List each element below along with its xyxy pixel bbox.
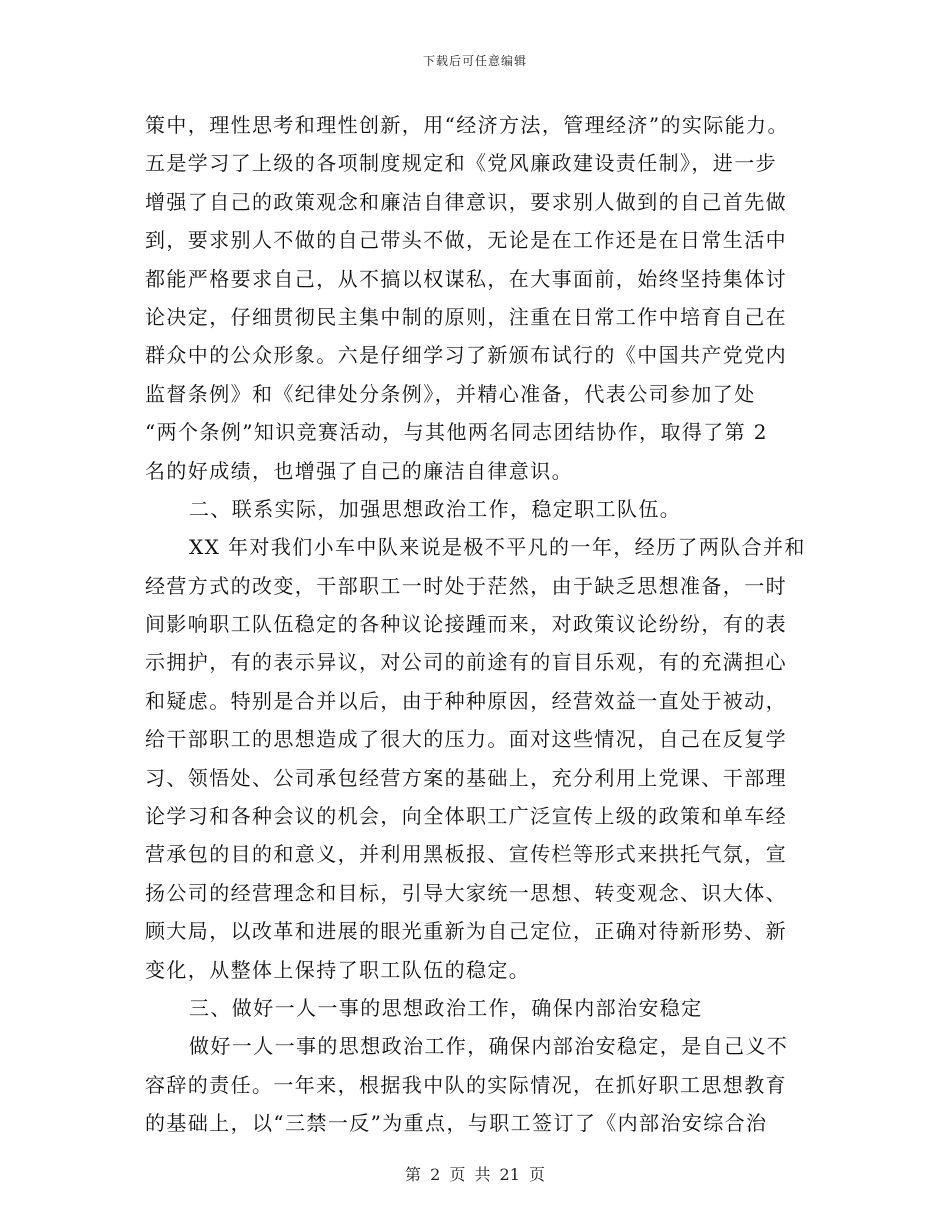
section-heading: 三、做好一人一事的思想政治工作，确保内部治安稳定	[189, 995, 703, 1020]
body-line: 间影响职工队伍稳定的各种议论接踵而来，对政策议论纷纷，有的表	[145, 612, 787, 637]
body-line: 和疑虑。特别是合并以后，由于种种原因，经营效益一直处于被动，	[145, 688, 787, 713]
body-line: 变化，从整体上保持了职工队伍的稳定。	[145, 957, 531, 982]
body-line: 论学习和各种会议的机会，向全体职工广泛宣传上级的政策和单车经	[145, 804, 787, 829]
body-line: 习、领悟处、公司承包经营方案的基础上，充分利用上党课、干部理	[145, 765, 787, 790]
body-line: 论决定，仔细贯彻民主集中制的原则，注重在日常工作中培育自己在	[145, 304, 787, 329]
body-line: 给干部职工的思想造成了很大的压力。面对这些情况，自己在反复学	[145, 727, 787, 752]
body-line: 监督条例》和《纪律处分条例》，并精心准备，代表公司参加了处	[145, 381, 756, 406]
body-line: 顾大局，以改革和进展的眼光重新为自己定位，正确对待新形势、新	[145, 919, 787, 944]
body-line: 示拥护，有的表示异议，对公司的前途有的盲目乐观，有的充满担心	[145, 650, 787, 675]
body-line: 增强了自己的政策观念和廉洁自律意识，要求别人做到的自己首先做	[145, 189, 787, 214]
body-line: 五是学习了上级的各项制度规定和《党风廉政建设责任制》，进一步	[145, 151, 777, 176]
section-heading: 二、联系实际，加强思想政治工作，稳定职工队伍。	[189, 496, 682, 521]
paragraph-start: 做好一人一事的思想政治工作，确保内部治安稳定，是自己义不	[189, 1034, 789, 1059]
body-line: 容辞的责任。一年来，根据我中队的实际情况，在抓好职工思想教育	[145, 1072, 787, 1097]
body-line: 扬公司的经营理念和目标，引导大家统一思想、转变观念、识大体、	[145, 880, 787, 905]
body-line: 策中，理性思考和理性创新，用“经济方法，管理经济”的实际能力。	[145, 113, 789, 137]
body-line: 的基础上，以“三禁一反”为重点，与职工签订了《内部治安综合治	[145, 1111, 768, 1136]
body-line: 经营方式的改变，干部职工一时处于茫然，由于缺乏思想准备，一时	[145, 573, 787, 598]
body-line: 群众中的公众形象。六是仔细学习了新颁布试行的《中国共产党党内	[145, 343, 787, 368]
page-header: 下载后可任意编辑	[422, 54, 527, 68]
body-line: “两个条例”知识竞赛活动，与其他两名同志团结协作，取得了第 2	[145, 420, 768, 445]
body-line: 营承包的目的和意义，并利用黑板报、宣传栏等形式来拱托气氛，宣	[145, 842, 787, 867]
body-line: 名的好成绩，也增强了自己的廉洁自律意识。	[145, 458, 573, 483]
body-line: 都能严格要求自己，从不搞以权谋私，在大事面前，始终坚持集体讨	[145, 266, 787, 291]
body-text	[145, 106, 810, 1143]
page-number-footer: 第 2 页 共 21 页	[405, 1165, 545, 1184]
body-line: 到，要求别人不做的自己带头不做，无论是在工作还是在日常生活中	[145, 228, 787, 253]
paragraph-start: XX 年对我们小车中队来说是极不平凡的一年，经历了两队合并和	[189, 535, 806, 560]
